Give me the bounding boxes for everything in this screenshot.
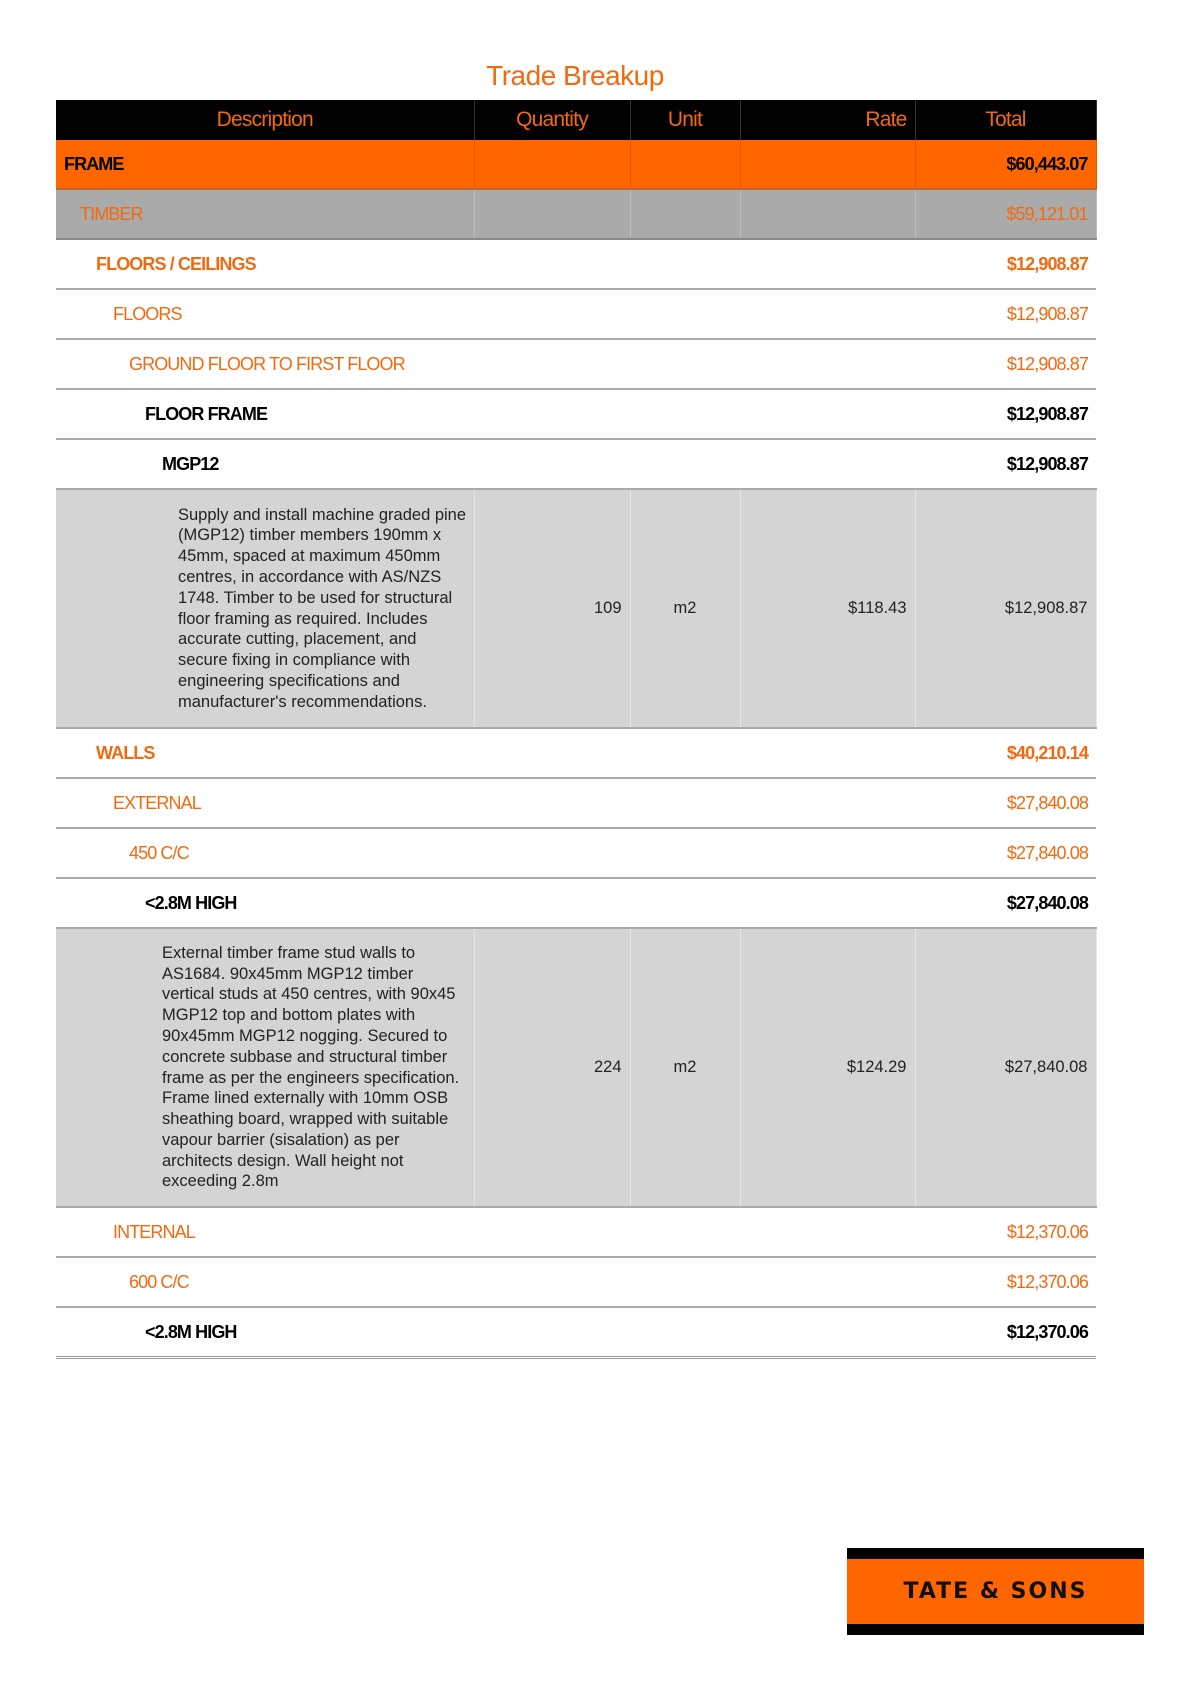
row-label: INTERNAL (56, 1207, 915, 1257)
line-item-unit: m2 (630, 489, 740, 728)
row-label: TIMBER (56, 189, 474, 239)
table-row (56, 289, 1096, 339)
line-item-row (56, 489, 1096, 728)
row-label: EXTERNAL (56, 778, 915, 828)
header-quantity: Quantity (474, 100, 630, 140)
table-row (56, 1307, 1096, 1358)
table-header (56, 100, 1096, 140)
line-item-rate: $118.43 (740, 489, 915, 728)
row-total: $12,908.87 (915, 439, 1096, 489)
table-row (56, 389, 1096, 439)
row-total: $27,840.08 (915, 878, 1096, 928)
table-row (56, 828, 1096, 878)
trade-breakup-table (56, 100, 1097, 1359)
line-item-description: Supply and install machine graded pine (MGP12) timber members 190mm x 45mm, spaced at maximum 450mm centres, in accordance with AS/NZS 1748. Timber to be used for structural floor framing as required. Includes accurate cutting, placement, and secure fixing in compliance with engineering specifications and manufacturer's recommendations. (56, 489, 474, 728)
row-total: $40,210.14 (915, 728, 1096, 778)
header-total: Total (915, 100, 1096, 140)
row-total: $27,840.08 (915, 828, 1096, 878)
row-total: $59,121.01 (915, 189, 1096, 239)
page-title: Trade Breakup (486, 60, 664, 91)
table-row (56, 1207, 1096, 1257)
company-logo (847, 1548, 1144, 1635)
row-label: 450 C/C (56, 828, 915, 878)
row-label: WALLS (56, 728, 915, 778)
table-row (56, 728, 1096, 778)
line-item-quantity: 109 (474, 489, 630, 728)
table-row (56, 1257, 1096, 1307)
row-label: <2.8M HIGH (56, 878, 915, 928)
row-total: $12,370.06 (915, 1307, 1096, 1358)
row-label: MGP12 (56, 439, 915, 489)
row-label: 600 C/C (56, 1257, 915, 1307)
row-label: FLOOR FRAME (56, 389, 915, 439)
table-row (56, 140, 1096, 189)
line-item-row (56, 928, 1096, 1207)
logo-text: TATE & SONS (903, 1579, 1088, 1604)
line-item-total: $12,908.87 (915, 489, 1096, 728)
table-row (56, 878, 1096, 928)
header-unit: Unit (630, 100, 740, 140)
row-total: $12,908.87 (915, 289, 1096, 339)
line-item-quantity: 224 (474, 928, 630, 1207)
row-label: FRAME (56, 140, 474, 189)
row-total: $27,840.08 (915, 778, 1096, 828)
row-total: $60,443.07 (915, 140, 1096, 189)
row-total: $12,908.87 (915, 389, 1096, 439)
table-row (56, 339, 1096, 389)
row-total: $12,370.06 (915, 1207, 1096, 1257)
table-row (56, 189, 1096, 239)
row-total: $12,908.87 (915, 239, 1096, 289)
line-item-total: $27,840.08 (915, 928, 1096, 1207)
row-label: FLOORS (56, 289, 915, 339)
line-item-description: External timber frame stud walls to AS1684. 90x45mm MGP12 timber vertical studs at 450 centres, with 90x45 MGP12 top and bottom plates with 90x45mm MGP12 nogging. Secured to concrete subbase and structural timber frame as per the engineers specification. Frame lined externally with 10mm OSB sheathing board, wrapped with suitable vapour barrier (sisalation) as per architects design. Wall height not exceeding 2.8m (56, 928, 474, 1207)
table-row (56, 439, 1096, 489)
row-label: <2.8M HIGH (56, 1307, 915, 1358)
row-label: GROUND FLOOR TO FIRST FLOOR (56, 339, 915, 389)
row-label: FLOORS / CEILINGS (56, 239, 915, 289)
header-description: Description (56, 100, 474, 140)
table-row (56, 778, 1096, 828)
row-total: $12,908.87 (915, 339, 1096, 389)
header-rate: Rate (740, 100, 915, 140)
row-total: $12,370.06 (915, 1257, 1096, 1307)
line-item-rate: $124.29 (740, 928, 915, 1207)
table-row (56, 239, 1096, 289)
line-item-unit: m2 (630, 928, 740, 1207)
